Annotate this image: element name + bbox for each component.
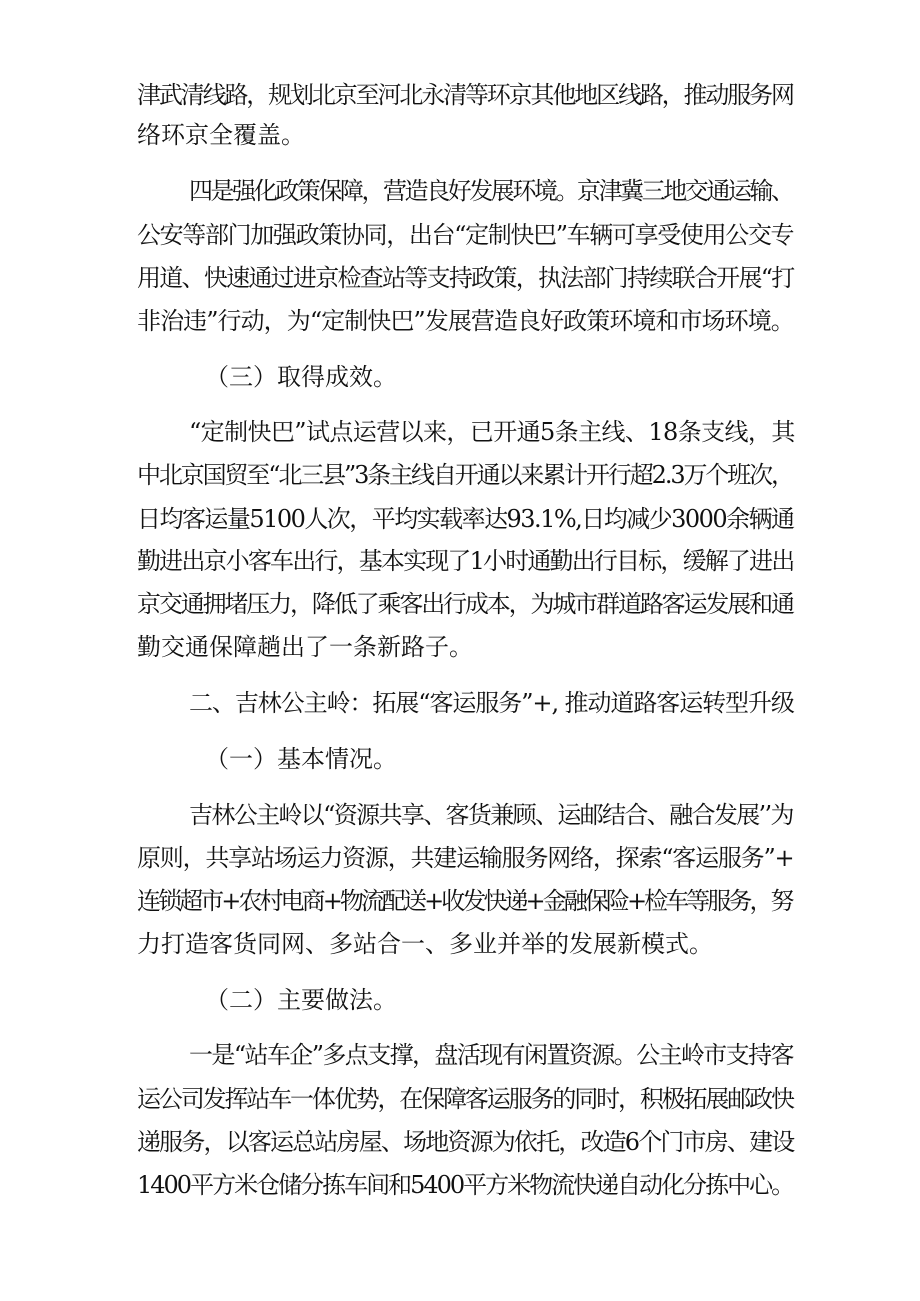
text-line: 一是“站车企”多点支撑，盘活现有闲置资源。公主岭市支持客: [189, 1041, 793, 1069]
section-heading: （二）主要做法。: [205, 986, 397, 1014]
text-line: 力打造客货同网、多站合一、多业并举的发展新模式。: [137, 930, 713, 958]
text-line: 日均客运量5100人次，平均实载率达93.1%,日均减少3000余辆通: [137, 505, 794, 533]
chapter-heading: 二、吉林公主岭：拓展“客运服务”+, 推动道路客运转型升级: [189, 689, 794, 717]
text-line: “定制快巴”试点运营以来，已开通5条主线、18条支线，其: [189, 418, 795, 446]
section-heading: （三）取得成效。: [205, 363, 397, 391]
text-line: 连锁超市+农村电商+物流配送+收发快递+金融保险+检车等服务，努: [137, 887, 792, 915]
text-line: 原则，共享站场运力资源，共建运输服务网络，探索“客运服务”+: [137, 844, 794, 872]
text-line: 四是强化政策保障，营造良好发展环境。京津冀三地交通运输、: [189, 177, 793, 205]
text-line: 用道、快速通过进京检查站等支持政策，执法部门持续联合开展“打: [137, 264, 794, 292]
text-line: 公安等部门加强政策协同，出台“定制快巴”车辆可享受使用公交专: [137, 221, 794, 249]
section-heading: （一）基本情况。: [205, 745, 397, 773]
text-line: 运公司发挥站车一体优势，在保障客运服务的同时，积极拓展邮政快: [137, 1085, 793, 1113]
text-line: 中北京国贸至“北三县”3条主线自开通以来累计开行超2.3万个班次，: [137, 461, 793, 489]
text-line: 勤进出京小客车出行，基本实现了1小时通勤出行目标，缓解了进出: [137, 547, 794, 575]
text-line: 津武清线路，规划北京至河北永清等环京其他地区线路，推动服务网: [137, 81, 793, 109]
text-line: 络环京全覆盖。: [137, 121, 305, 149]
text-line: 吉林公主岭以“资源共享、客货兼顾、运邮结合、融合发展’’为: [189, 801, 793, 829]
text-line: 京交通拥堵压力，降低了乘客出行成本，为城市群道路客运发展和通: [137, 590, 793, 618]
text-line: 勤交通保障趟出了一条新路子。: [137, 633, 473, 661]
text-line: 非治违”行动，为“定制快巴”发展营造良好政策环境和市场环境。: [137, 307, 794, 335]
text-line: 1400平方米仓储分拣车间和5400平方米物流快递自动化分拣中心。: [137, 1171, 794, 1199]
text-line: 递服务，以客运总站房屋、场地资源为依托，改造6个门市房、建设: [137, 1128, 794, 1156]
